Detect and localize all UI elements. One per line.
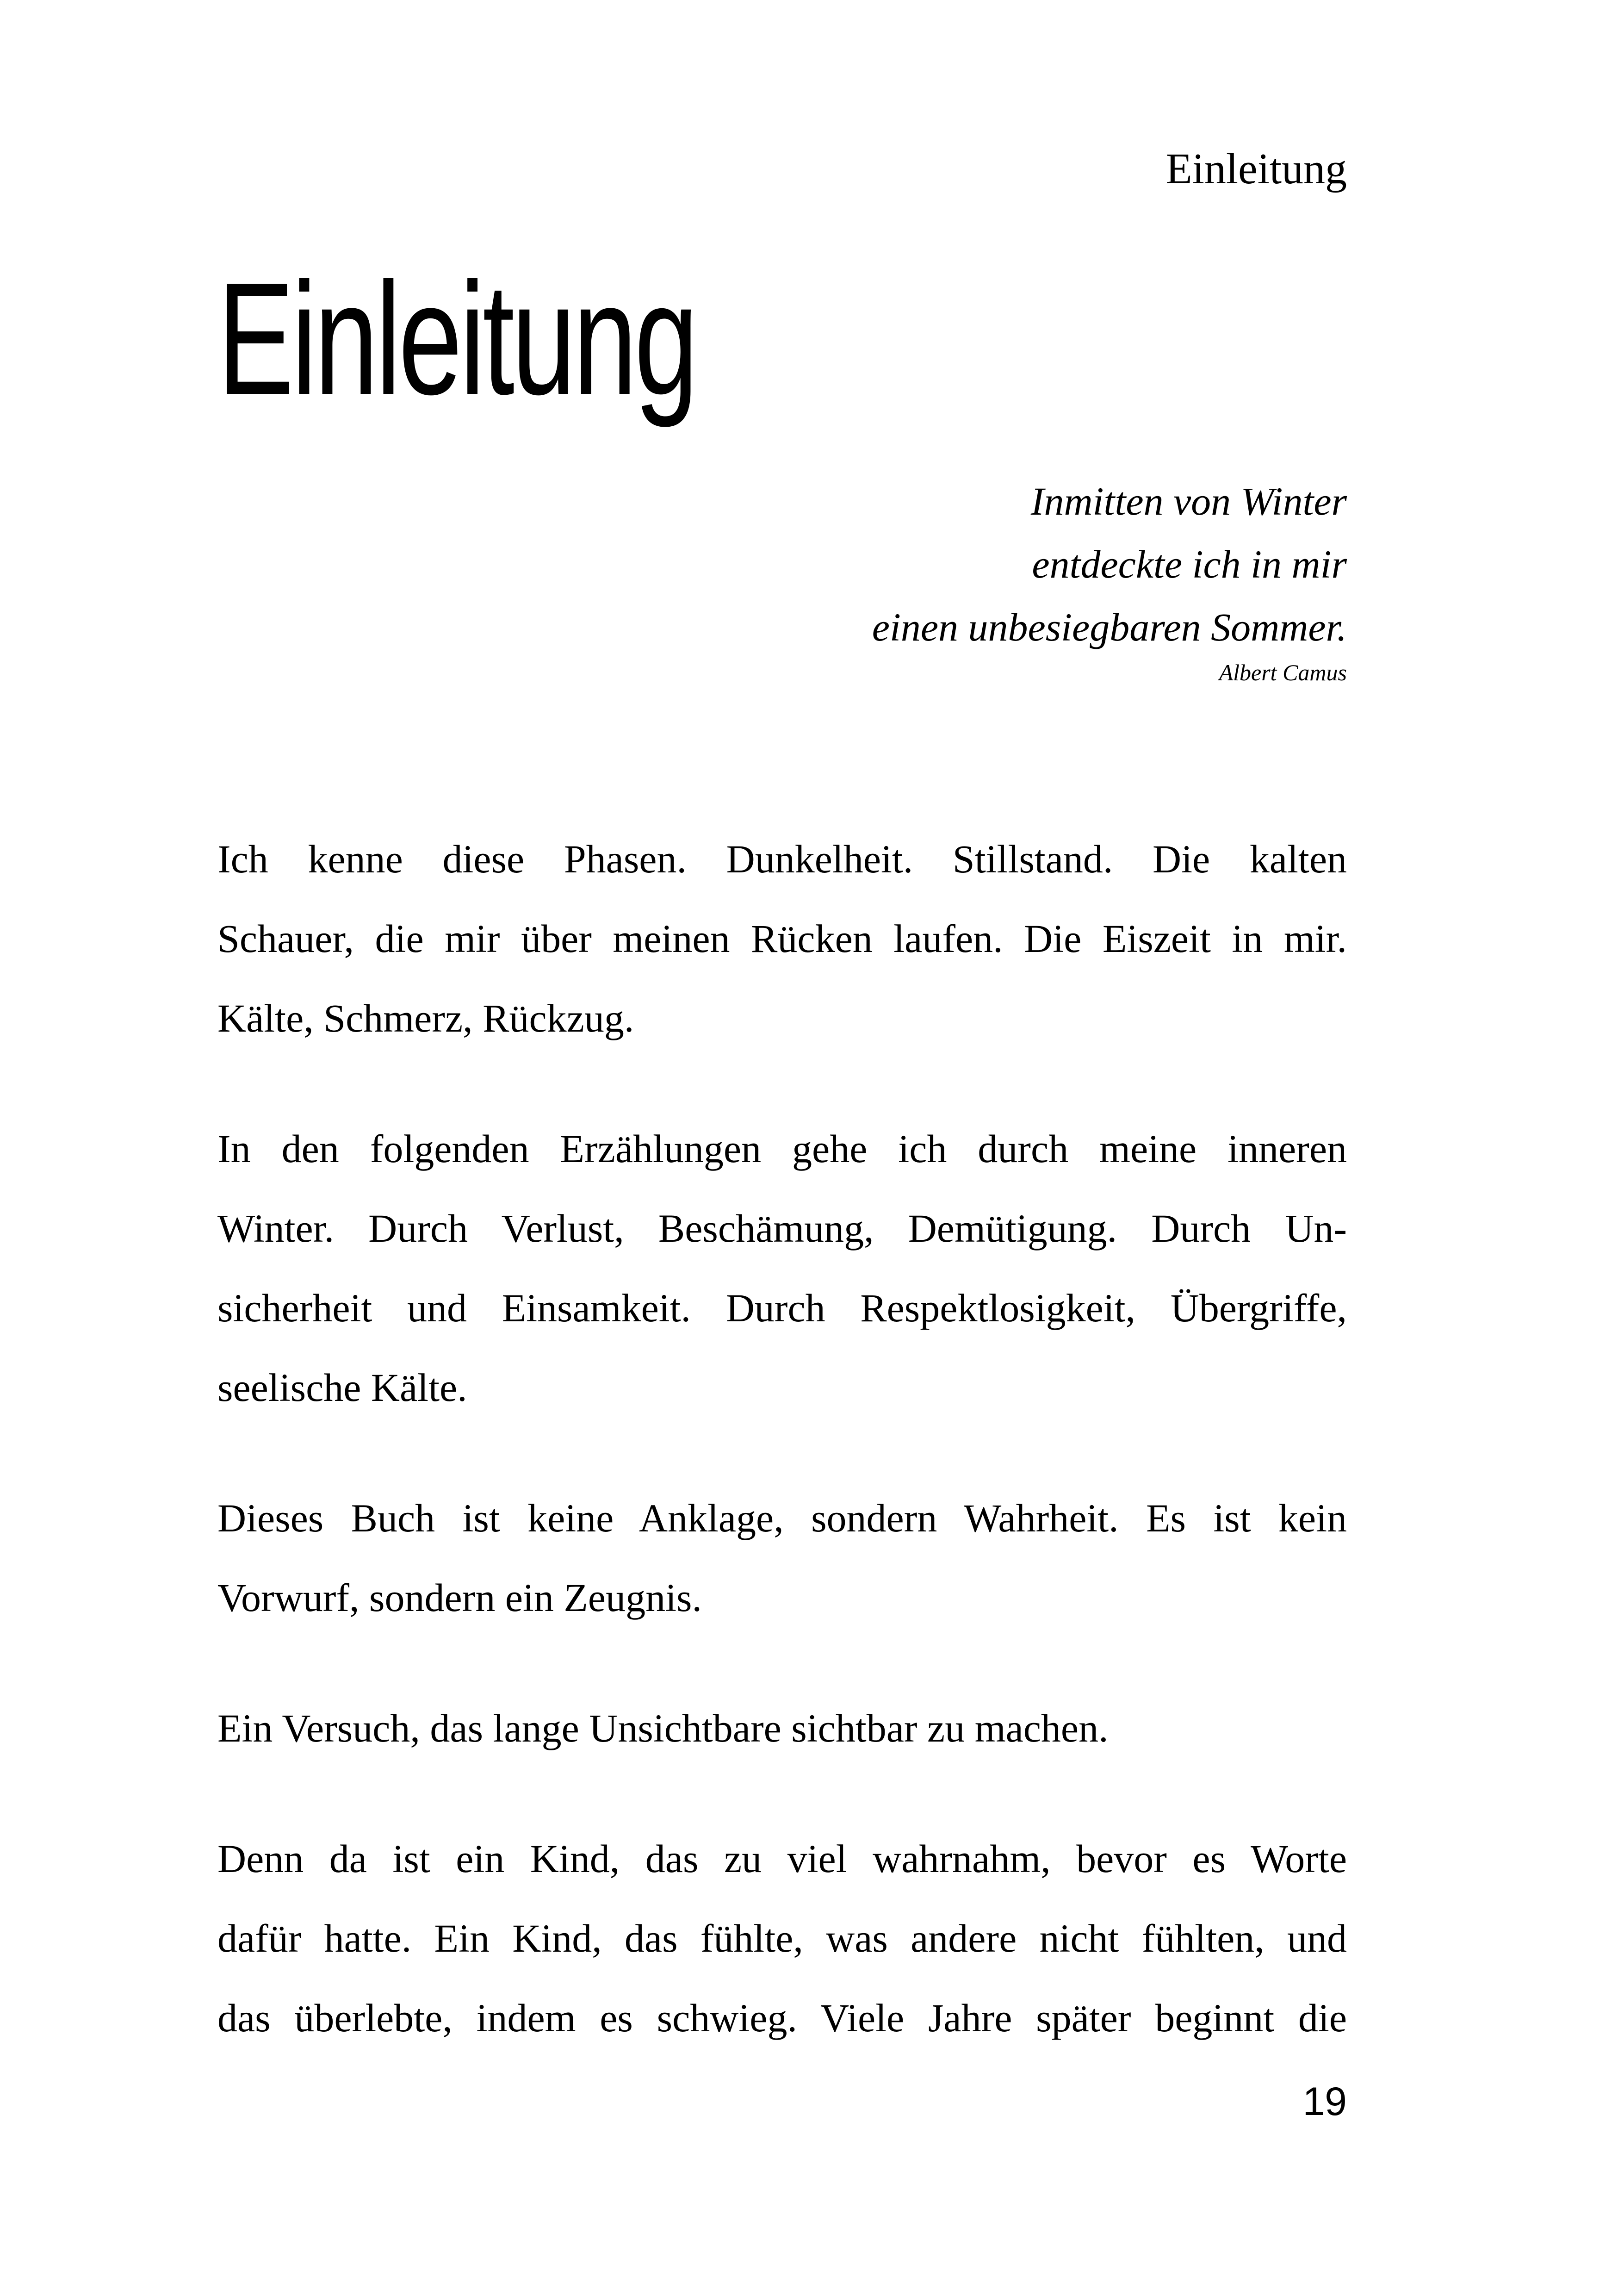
text-line: Denn da ist ein Kind, das zu viel wahrnahm, bevor es Worte [217,1836,1347,1881]
epigraph-line: Inmitten von Winter [1030,479,1347,523]
paragraph-1 [217,819,1347,1058]
page-number: 19 [1302,2079,1347,2124]
running-header: Einleitung [1165,145,1347,193]
paragraph-5 [217,1819,1347,2058]
text-line: Schauer, die mir über meinen Rücken laufen. Die Eiszeit in mir. [217,916,1347,961]
text-line: dafür hatte. Ein Kind, das fühlte, was andere nicht fühlten, und [217,1916,1347,1960]
chapter-title: Einleitung [217,250,696,428]
epigraph-line: entdeckte ich in mir [1032,542,1347,586]
text-line: Winter. Durch Verlust, Beschämung, Demütigung. Durch Un- [217,1206,1347,1251]
paragraph-3 [217,1478,1347,1637]
text-line: In den folgenden Erzählungen gehe ich durch meine inneren [217,1126,1347,1171]
text-line: Ein Versuch, das lange Unsichtbare sichtbar zu machen. [217,1706,1109,1750]
paragraph-4 [217,1688,1347,1768]
epigraph-author: Albert Camus [1219,660,1347,685]
text-line: Vorwurf, sondern ein Zeugnis. [217,1575,702,1620]
body-text [217,819,1347,2109]
text-line: das überlebte, indem es schwieg. Viele Jahre später beginnt die [217,1996,1347,2040]
epigraph-line: einen unbesiegbaren Sommer. [872,605,1347,649]
text-line: Kälte, Schmerz, Rückzug. [217,996,634,1040]
paragraph-2 [217,1109,1347,1427]
text-line: sicherheit und Einsamkeit. Durch Respektlosigkeit, Übergriffe, [217,1286,1347,1330]
text-line: Dieses Buch ist keine Anklage, sondern Wahrheit. Es ist kein [217,1496,1347,1540]
text-line: seelische Kälte. [217,1365,467,1410]
text-line: Ich kenne diese Phasen. Dunkelheit. Stillstand. Die kalten [217,837,1347,881]
epigraph [560,470,1347,686]
